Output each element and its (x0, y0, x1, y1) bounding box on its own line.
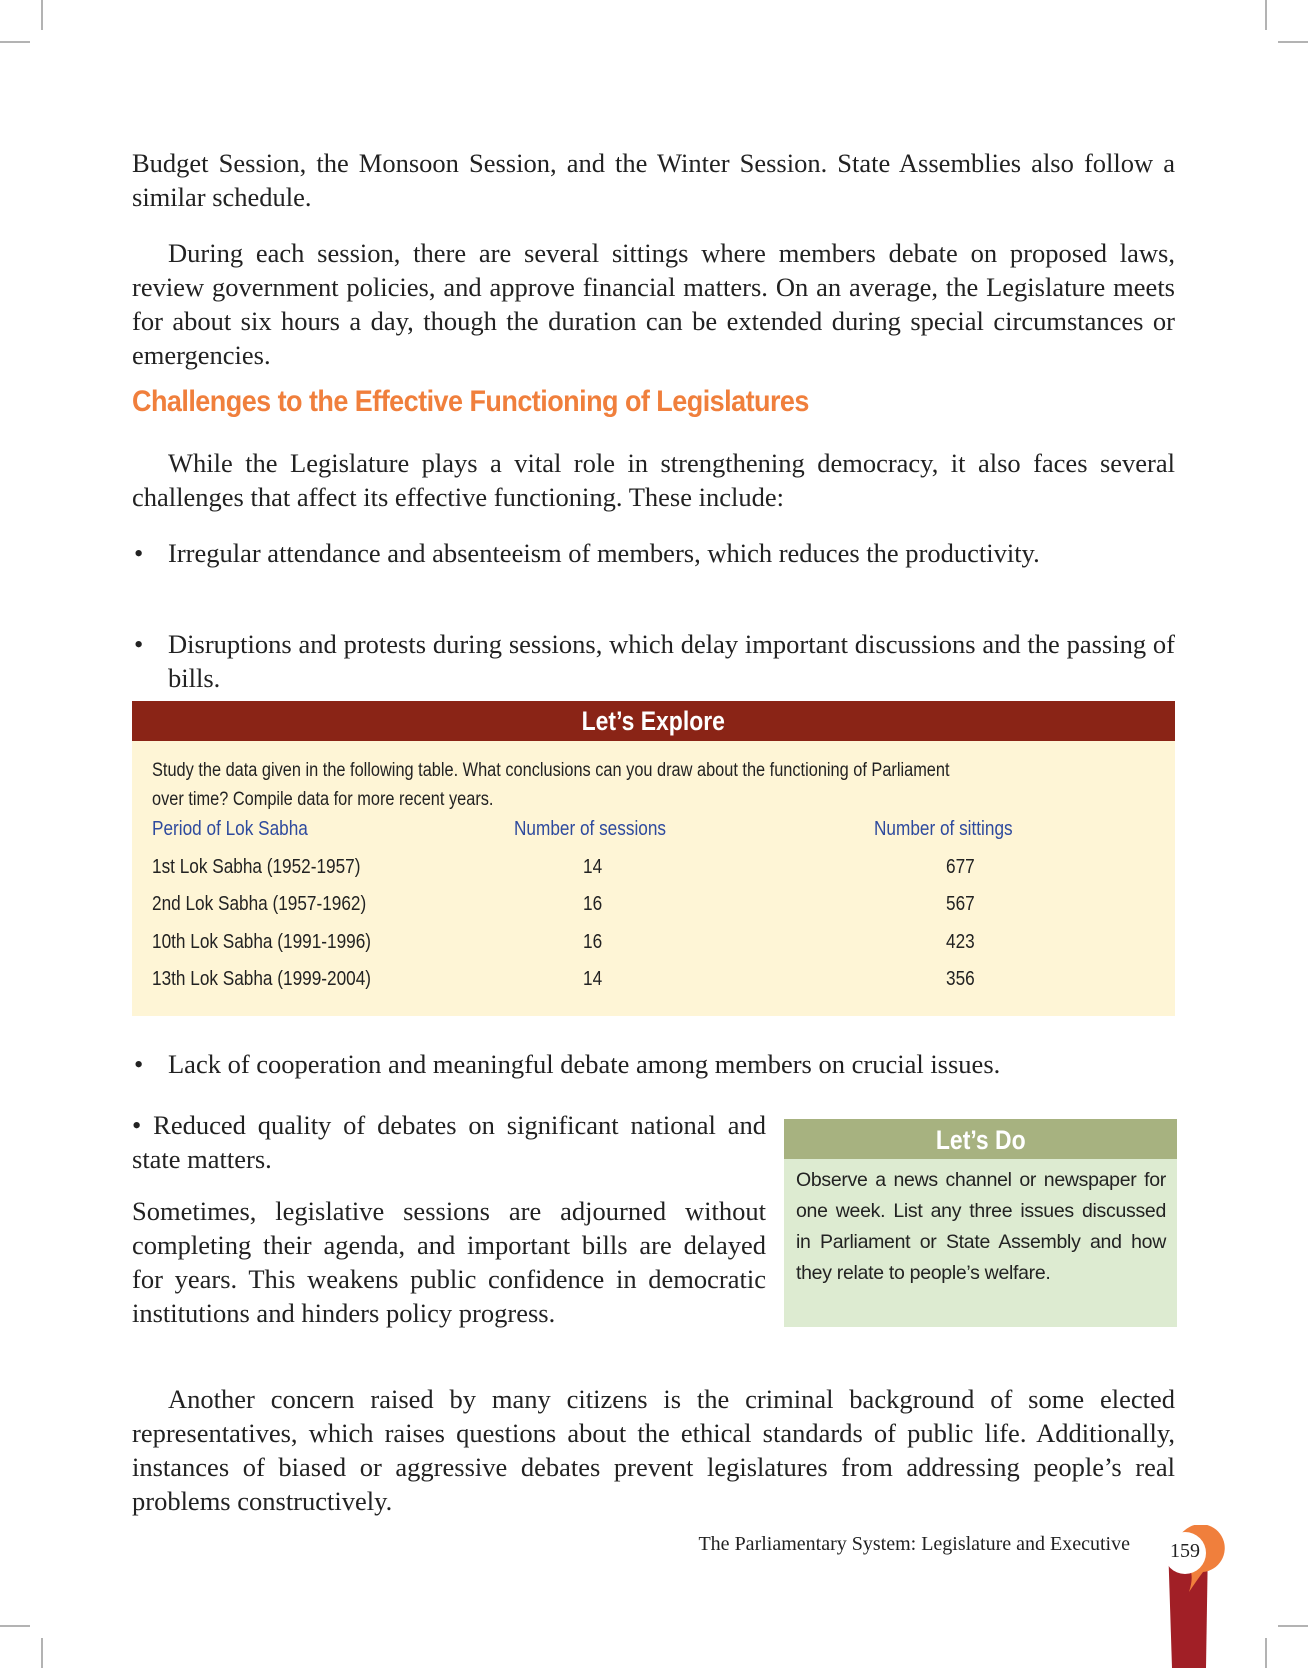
table-cell: 16 (583, 930, 603, 953)
crop-mark-bl-v (41, 1638, 43, 1668)
paragraph-challenges-intro: While the Legislature plays a vital role in strengthening democracy, it also faces several challenges that affect its effective functioning. These include: (132, 448, 1175, 512)
table-cell: 14 (583, 968, 603, 990)
crop-mark-bl-h (0, 1625, 30, 1627)
table-row (152, 856, 1152, 894)
prompt-line: over time? Compile data for more recent years. (152, 789, 494, 810)
bullet-icon: • (134, 538, 144, 568)
page-number: 159 (1170, 1540, 1200, 1562)
bullet-icon: • (134, 629, 144, 659)
prompt-line: Study the data given in the following table. What conclusions can you draw about the functioning of Parliament (152, 760, 950, 781)
crop-mark-tr-v (1265, 0, 1267, 30)
lets-explore-box (132, 701, 1175, 1016)
crop-mark-tr-h (1278, 41, 1308, 43)
bullet-item (132, 536, 1175, 570)
bullet-icon: • (134, 1049, 144, 1079)
crop-mark-br-h (1278, 1625, 1308, 1627)
paragraph-adjourned: Sometimes, legislative sessions are adjourned without completing their agenda, and important bills are delayed for years. This weakens public confidence in democratic institutions and hinders policy progress. (132, 1196, 766, 1328)
table-cell: 16 (583, 893, 603, 915)
column-header: Number of sittings (874, 818, 1013, 840)
lets-explore-prompt (152, 756, 1152, 814)
crop-mark-br-v (1265, 1638, 1267, 1668)
lets-do-box (784, 1119, 1177, 1327)
column-header: Number of sessions (514, 818, 667, 840)
lets-do-text: Observe a news channel or newspaper for one week. List any three issues discussed in Parliament or State Assembly and how they relate to people’s welfare. (796, 1169, 1166, 1284)
lets-do-header (784, 1119, 1177, 1159)
bullet-icon: • (132, 1110, 142, 1140)
crop-mark-tl-v (41, 0, 43, 30)
table-cell: 567 (946, 893, 975, 915)
table-cell: 356 (946, 968, 975, 990)
bullet-item (132, 627, 1175, 695)
section-heading: Challenges to the Effective Functioning of Legislatures (132, 385, 809, 418)
paragraph-criminal-background: Another concern raised by many citizens is the criminal background of some elected representatives, which raises questions about the ethical standards of public life. Additionally, instances of biased or aggressive debates prevent legislatures from addressing people’s real problems constructively. (132, 1384, 1175, 1516)
bullet-text: Reduced quality of debates on significant national and state matters. (132, 1110, 766, 1174)
lets-explore-title: Let’s Explore (581, 706, 726, 736)
column-header: Period of Lok Sabha (152, 818, 308, 840)
table-cell: 677 (946, 855, 975, 878)
table-cell: 423 (946, 930, 975, 953)
lets-explore-header (132, 701, 1175, 741)
paragraph-sittings: During each session, there are several sittings where members debate on proposed laws, review government policies, and approve financial matters. On an average, the Legislature meets for about six hours a day, though the duration can be extended during special circumstances or emergencies. (132, 238, 1175, 370)
bullet-text: Irregular attendance and absenteeism of members, which reduces the productivity. (168, 538, 1040, 568)
bullet-text: Disruptions and protests during sessions, which delay important discussions and the passing of bills. (168, 629, 1175, 693)
lok-sabha-table (152, 818, 1152, 1006)
running-footer-title: The Parliamentary System: Legislature and Executive (698, 1533, 1130, 1555)
crop-mark-tl-h (0, 41, 30, 43)
table-header-row (152, 818, 1152, 856)
lets-do-title: Let’s Do (935, 1125, 1026, 1155)
table-cell: 14 (583, 855, 603, 878)
table-cell: 13th Lok Sabha (1999-2004) (152, 968, 371, 990)
bullet-item (132, 1047, 1175, 1081)
table-row (152, 968, 1152, 1006)
bullet-text: Lack of cooperation and meaningful debate among members on crucial issues. (168, 1049, 1001, 1079)
table-cell: 1st Lok Sabha (1952-1957) (152, 855, 361, 878)
table-cell: 10th Lok Sabha (1991-1996) (152, 930, 371, 953)
table-row (152, 893, 1152, 931)
bullet-item-inline (132, 1108, 766, 1176)
table-row (152, 931, 1152, 969)
table-cell: 2nd Lok Sabha (1957-1962) (152, 893, 367, 915)
paragraph-sessions: Budget Session, the Monsoon Session, and the Winter Session. State Assemblies also follow a similar schedule. (132, 148, 1175, 212)
